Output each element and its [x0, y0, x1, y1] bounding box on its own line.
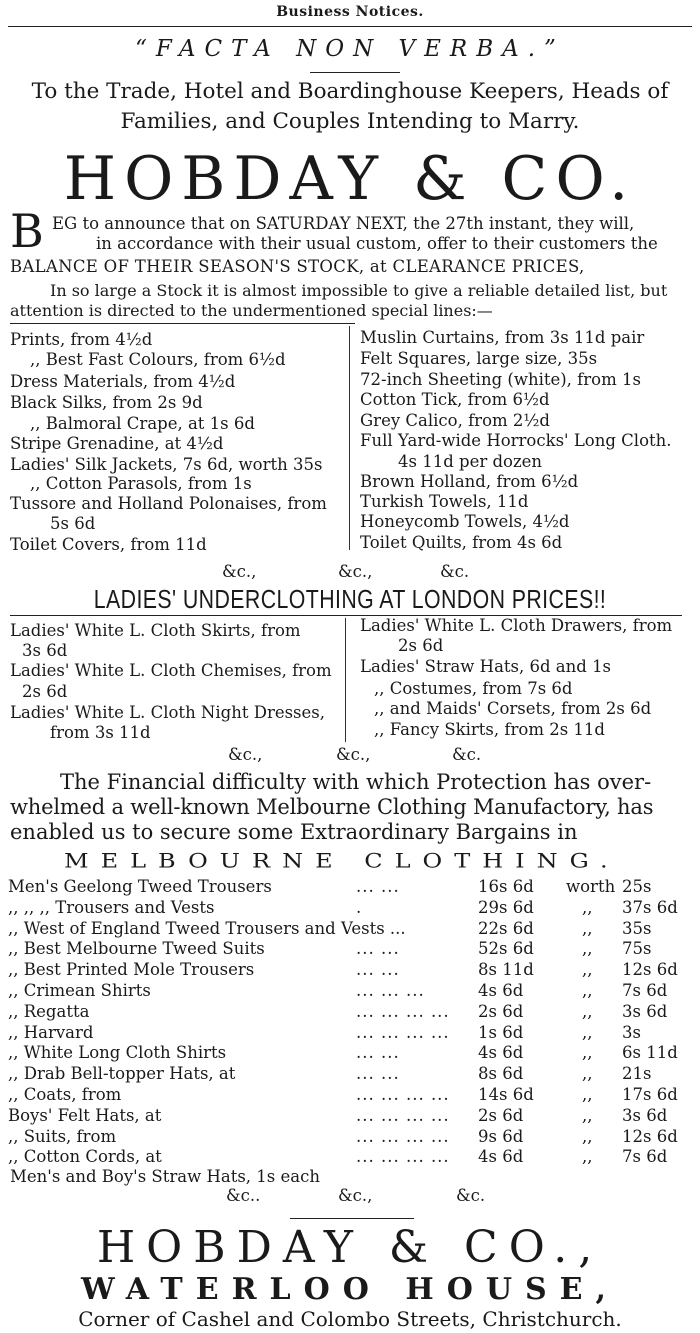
- clothing-orig-price: 12s 6d: [622, 960, 678, 980]
- underclothing-item: ,, and Maids' Corsets, from 2s 6d: [374, 699, 652, 718]
- clothing-label: ,, Suits, from: [8, 1126, 117, 1146]
- footer-address: Corner of Cashel and Colombo Streets, Christchurch.: [78, 1307, 622, 1331]
- footer-house: WATERLOO HOUSE,: [81, 1272, 619, 1307]
- clothing-row: [0, 1127, 700, 1148]
- clothing-worth: ,,: [582, 1105, 593, 1125]
- intro-line-2: Families, and Couples Intending to Marry.: [120, 109, 580, 134]
- clothing-label: ,, Best Melbourne Tweed Suits: [8, 939, 265, 959]
- clothing-price: 4s 6d: [478, 1147, 524, 1167]
- clothing-worth: ,,: [582, 1064, 593, 1084]
- etc: &c.: [440, 562, 470, 581]
- clothing-dots: ... ... ...: [356, 981, 425, 1000]
- announcement-line-3: BALANCE OF THEIR SEASON'S STOCK, at CLEARANCE PRICES,: [10, 257, 585, 276]
- clothing-dots: ... ... ... ...: [356, 1001, 450, 1021]
- clothing-dots: ... ...: [356, 960, 400, 980]
- clothing-dots: ... ...: [356, 1064, 400, 1084]
- clothing-orig-price: 17s 6d: [622, 1085, 678, 1104]
- etc: &c..: [226, 1186, 261, 1205]
- clothing-row: [0, 877, 700, 898]
- clothing-orig-price: 37s 6d: [622, 897, 678, 917]
- clothing-dots: ... ...: [356, 877, 400, 896]
- footer-rule: [290, 1218, 414, 1219]
- underclothing-item: 2s 6d: [398, 636, 444, 655]
- clothing-label: ,, Regatta: [8, 1001, 90, 1021]
- clothing-price: 4s 6d: [478, 1043, 524, 1063]
- clothing-dots: ... ... ... ...: [356, 1022, 450, 1042]
- section-header: Business Notices.: [276, 4, 424, 20]
- line-item: Dress Materials, from 4½d: [10, 372, 236, 391]
- clothing-label: Men's Geelong Tweed Trousers: [8, 877, 272, 896]
- clothing-worth: ,,: [582, 897, 593, 917]
- line-item: Stripe Grenadine, at 4½d: [10, 434, 224, 453]
- financial-line-3: enabled us to secure some Extraordinary Bargains in: [10, 820, 578, 844]
- clothing-orig-price: 12s 6d: [622, 1126, 678, 1146]
- clothing-label: ,, White Long Cloth Shirts: [8, 1043, 227, 1063]
- clothing-orig-price: 3s: [622, 1022, 641, 1042]
- clothing-worth: ,,: [582, 1126, 593, 1146]
- clothing-worth: ,,: [582, 981, 593, 1000]
- line-item: 4s 11d per dozen: [398, 452, 543, 471]
- etc: &c.,: [336, 745, 371, 764]
- etc: &c.: [456, 1186, 486, 1205]
- clothing-worth: worth: [566, 877, 616, 896]
- underclothing-item: Ladies' White L. Cloth Drawers, from: [360, 616, 673, 635]
- clothing-label: ,, West of England Tweed Trousers and Vests ...: [8, 918, 406, 938]
- line-item: Muslin Curtains, from 3s 11d pair: [360, 328, 645, 347]
- intro-line-1: To the Trade, Hotel and Boardinghouse Keepers, Heads of: [31, 79, 669, 104]
- clothing-orig-price: 6s 11d: [622, 1043, 678, 1063]
- financial-line-2: whelmed a well-known Melbourne Clothing Manufactory, has: [10, 795, 654, 819]
- clothing-price: 9s 6d: [478, 1126, 524, 1146]
- clothing-row: [0, 898, 700, 919]
- line-item: 72-inch Sheeting (white), from 1s: [360, 370, 641, 389]
- clothing-dots: ... ... ... ...: [356, 1126, 450, 1146]
- line-item: Felt Squares, large size, 35s: [360, 349, 598, 368]
- clothing-row: [0, 919, 700, 940]
- clothing-footer: Men's and Boy's Straw Hats, 1s each: [10, 1167, 320, 1186]
- column-divider: [345, 618, 346, 742]
- clothing-orig-price: 25s: [622, 877, 652, 896]
- announcement-line-5: attention is directed to the undermentioned special lines:—: [10, 301, 493, 320]
- column-divider: [349, 326, 350, 550]
- clothing-label: ,, Cotton Cords, at: [8, 1147, 162, 1167]
- etc: &c.,: [338, 562, 373, 581]
- line-item: ,, Balmoral Crape, at 1s 6d: [30, 414, 255, 433]
- line-item: Black Silks, from 2s 9d: [10, 393, 203, 412]
- clothing-orig-price: 7s 6d: [622, 981, 668, 1000]
- clothing-dots: ... ... ... ...: [356, 1147, 450, 1167]
- clothing-orig-price: 35s: [622, 918, 652, 938]
- clothing-price: 14s 6d: [478, 1085, 534, 1104]
- clothing-price: 8s 11d: [478, 960, 534, 980]
- line-item: ,, Cotton Parasols, from 1s: [30, 474, 252, 493]
- underclothing-item: Ladies' White L. Cloth Chemises, from: [10, 661, 332, 680]
- clothing-price: 29s 6d: [478, 897, 534, 917]
- line-item: 5s 6d: [50, 514, 96, 533]
- clothing-label: ,, Crimean Shirts: [8, 981, 151, 1000]
- clothing-price: 16s 6d: [478, 877, 534, 896]
- clothing-row: [0, 1043, 700, 1064]
- clothing-row: [0, 1085, 700, 1106]
- line-item: ,, Best Fast Colours, from 6½d: [30, 350, 286, 369]
- clothing-price: 1s 6d: [478, 1022, 524, 1042]
- clothing-label: ,, Harvard: [8, 1022, 94, 1042]
- clothing-table: [0, 877, 700, 1177]
- line-item: Honeycomb Towels, 4½d: [360, 512, 570, 531]
- clothing-row: [0, 1002, 700, 1023]
- header-rule: [8, 26, 692, 27]
- clothing-orig-price: 75s: [622, 939, 652, 959]
- underclothing-item: Ladies' Straw Hats, 6d and 1s: [360, 657, 612, 676]
- motto: “FACTA NON VERBA.”: [135, 36, 565, 62]
- line-item: Grey Calico, from 2½d: [360, 411, 550, 430]
- announcement-line-1: EG to announce that on SATURDAY NEXT, the 27th instant, they will,: [52, 214, 635, 233]
- clothing-worth: ,,: [582, 1001, 593, 1021]
- clothing-price: 2s 6d: [478, 1105, 524, 1125]
- clothing-price: 52s 6d: [478, 939, 534, 959]
- clothing-label: ,, Drab Bell-topper Hats, at: [8, 1064, 236, 1084]
- line-item: Brown Holland, from 6½d: [360, 472, 579, 491]
- clothing-worth: ,,: [582, 960, 593, 980]
- line-item: Toilet Covers, from 11d: [10, 535, 207, 554]
- clothing-row: [0, 1147, 700, 1168]
- clothing-row: [0, 981, 700, 1002]
- motto-rule: [310, 72, 400, 73]
- clothing-worth: ,,: [582, 939, 593, 959]
- company-title: HOBDAY & CO.: [63, 144, 637, 214]
- announcement-line-4: In so large a Stock it is almost impossible to give a reliable detailed list, but: [50, 281, 668, 300]
- line-item: Tussore and Holland Polonaises, from: [10, 494, 327, 513]
- clothing-price: 4s 6d: [478, 981, 524, 1000]
- line-item: Turkish Towels, 11d: [360, 492, 529, 511]
- underclothing-item: 2s 6d: [22, 682, 68, 701]
- clothing-row: [0, 1064, 700, 1085]
- clothing-label: ,, Coats, from: [8, 1085, 122, 1104]
- clothing-worth: ,,: [582, 918, 593, 938]
- clothing-orig-price: 21s: [622, 1064, 652, 1084]
- underclothing-title: LADIES' UNDERCLOTHING AT LONDON PRICES!!: [93, 584, 607, 614]
- clothing-price: 8s 6d: [478, 1064, 524, 1084]
- etc: &c.: [452, 745, 482, 764]
- clothing-price: 2s 6d: [478, 1001, 524, 1021]
- underclothing-item: 3s 6d: [22, 641, 68, 660]
- financial-line-1: The Financial difficulty with which Protection has over-: [60, 770, 652, 794]
- underclothing-item: ,, Costumes, from 7s 6d: [374, 679, 573, 698]
- clothing-worth: ,,: [582, 1147, 593, 1167]
- clothing-orig-price: 3s 6d: [622, 1105, 668, 1125]
- underclothing-item: ,, Fancy Skirts, from 2s 11d: [374, 720, 605, 739]
- etc: &c.,: [228, 745, 263, 764]
- etc: &c.,: [338, 1186, 373, 1205]
- announcement-line-2: in accordance with their usual custom, offer to their customers the: [96, 234, 658, 253]
- line-item: Full Yard-wide Horrocks' Long Cloth.: [360, 431, 672, 450]
- underclothing-item: Ladies' White L. Cloth Night Dresses,: [10, 703, 326, 722]
- clothing-row: [0, 1106, 700, 1127]
- clothing-dots: ... ...: [356, 939, 400, 959]
- clothing-orig-price: 7s 6d: [622, 1147, 668, 1167]
- clothing-worth: ,,: [582, 1022, 593, 1042]
- line-item: Ladies' Silk Jackets, 7s 6d, worth 35s: [10, 455, 323, 474]
- clothing-orig-price: 3s 6d: [622, 1001, 668, 1021]
- clothing-row: [0, 960, 700, 981]
- clothing-dots: .: [356, 897, 363, 917]
- line-item: Prints, from 4½d: [10, 330, 153, 349]
- clothing-dots: ... ...: [356, 1043, 400, 1063]
- clothing-dots: ... ... ... ...: [356, 1105, 450, 1125]
- clothing-title: MELBOURNE CLOTHING.: [64, 850, 620, 873]
- line-item: Cotton Tick, from 6½d: [360, 390, 550, 409]
- lines-rule: [10, 323, 355, 324]
- line-item: Toilet Quilts, from 4s 6d: [360, 533, 563, 552]
- underclothing-item: Ladies' White L. Cloth Skirts, from: [10, 621, 301, 640]
- clothing-worth: ,,: [582, 1043, 593, 1063]
- clothing-price: 22s 6d: [478, 918, 534, 938]
- clothing-row: [0, 939, 700, 960]
- clothing-dots: ... ... ... ...: [356, 1085, 450, 1104]
- clothing-label: ,, Best Printed Mole Trousers: [8, 960, 255, 980]
- clothing-label: Boys' Felt Hats, at: [8, 1105, 162, 1125]
- footer-company: HOBDAY & CO.,: [96, 1222, 604, 1273]
- clothing-worth: ,,: [582, 1085, 593, 1104]
- drop-cap: B: [10, 204, 44, 258]
- clothing-row: [0, 1023, 700, 1044]
- clothing-label: ,, ,, ,, Trousers and Vests: [8, 897, 215, 917]
- underclothing-item: from 3s 11d: [50, 723, 151, 742]
- etc: &c.,: [222, 562, 257, 581]
